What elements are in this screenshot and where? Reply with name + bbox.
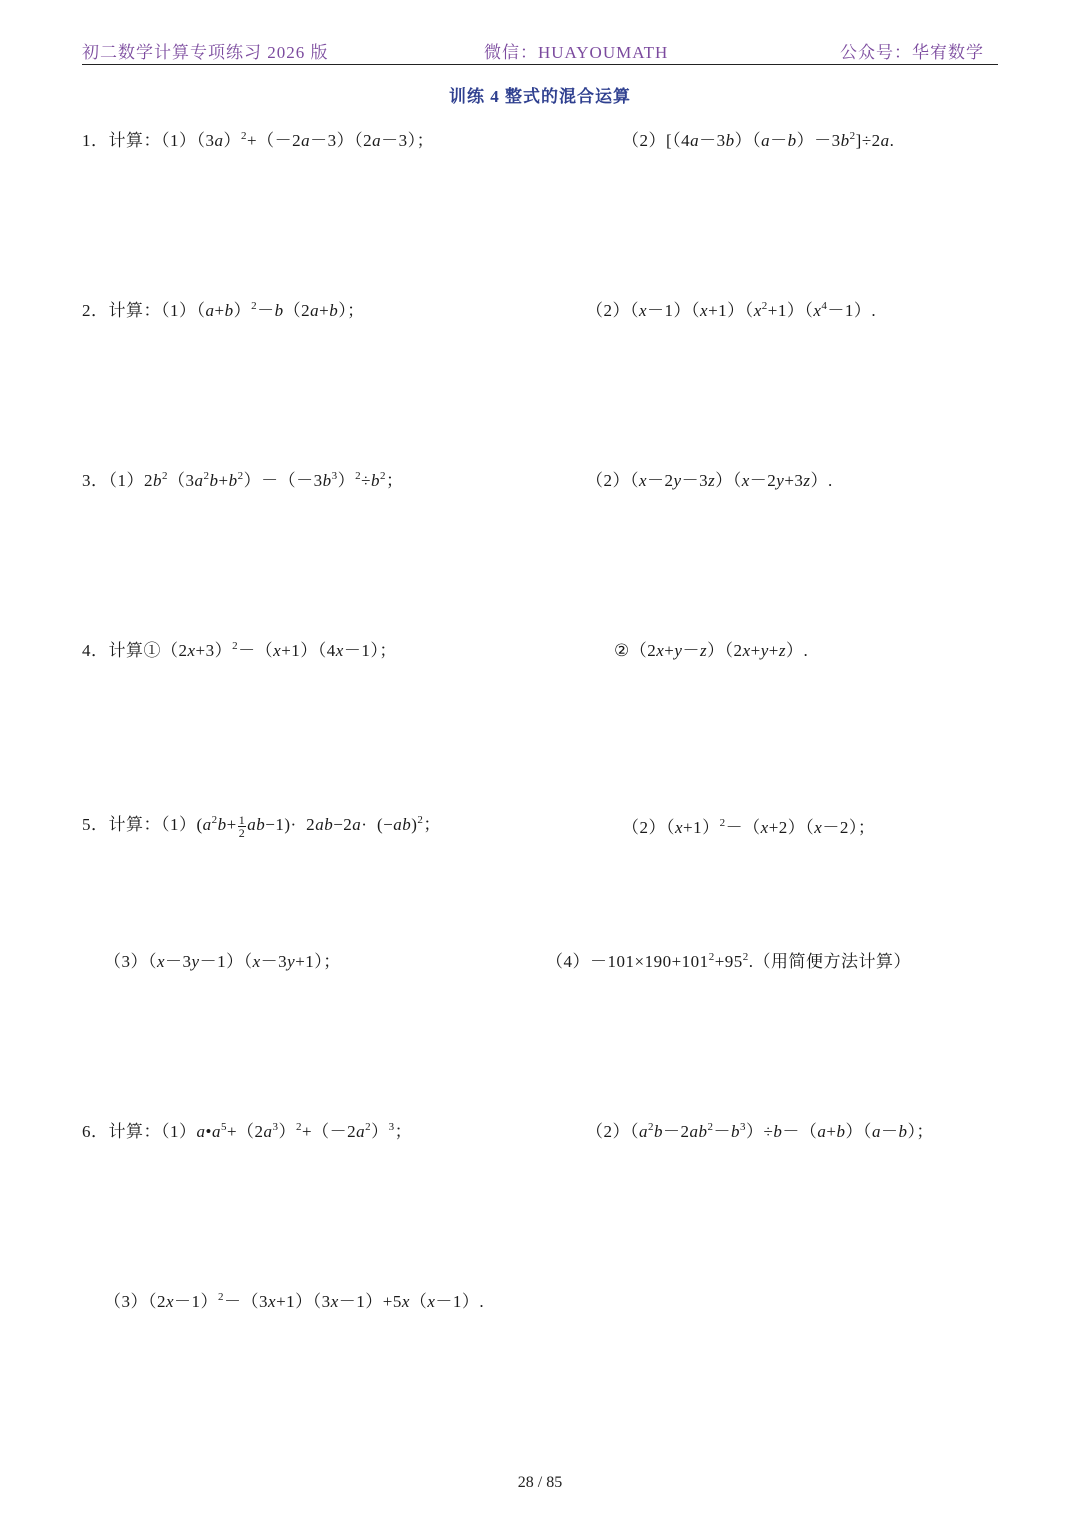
fraction-one-half: $\frac{1}{2}$	[238, 812, 246, 840]
header-divider	[82, 64, 998, 65]
part-label: （3）	[104, 1292, 148, 1311]
problem-1-part-1: 1．计算：$(1)(3a)^2+(-2a-3)(2a-3)$；	[82, 130, 435, 150]
header-book-title: 初二数学计算专项练习 2026 版	[82, 43, 329, 62]
problem-4-part-2: ②（2x+y－z）（2x+y+z）.	[614, 641, 809, 660]
problem-number: 1．	[82, 131, 109, 150]
problem-5-part-4: $(4)-101\times 190+101^2+95^2$.（用简便方法计算）	[546, 951, 912, 971]
part-label: （2）	[622, 131, 666, 150]
problem-lead: （1）	[108, 471, 144, 490]
problem-number: 6．	[82, 1122, 109, 1141]
part-label: （3）	[104, 952, 148, 971]
problem-number: 3．	[82, 471, 109, 490]
problem-5-part-3: （3）（x－3y－1）（x－3y+1）；	[104, 952, 341, 971]
section-title: 训练 4 整式的混合运算	[449, 87, 631, 106]
part-label: ②	[614, 641, 630, 660]
problem-4-part-1: 4．计算$①(2x+3)^2-(x+1)(4x-1)$；	[82, 640, 397, 660]
part-label: （2）	[622, 818, 666, 837]
problem-5-part-2: $(2)(x+1)^2-(x+2)(x-2)$；	[622, 817, 876, 837]
problem-3-part-2: （2）（x－2y－3z）（x－2y+3z）.	[586, 471, 833, 490]
part-note: （用简便方法计算）	[753, 952, 912, 971]
problem-lead: 计算：（1）	[108, 301, 197, 320]
problem-6-part-1: 6．计算：$(1)a•a^5+(2a^3)^2+(-2a^2)^3$；	[82, 1121, 413, 1141]
part-label: （2）	[586, 301, 630, 320]
header-official-account: 公众号：华宥数学	[840, 43, 984, 62]
part-label: （2）	[586, 471, 630, 490]
problem-6-part-3: $(3)(2x-1)^2-(3x+1)(3x-1)+5x(x-1)$.	[104, 1291, 485, 1311]
problem-3-part-1: 3．$(1)2b^2(3a^2b+b^2)-(-3b^3)^2\div b^2$；	[82, 470, 404, 490]
problem-lead: 计算：（1）	[108, 1122, 197, 1141]
part-label: （2）	[586, 1122, 630, 1141]
problem-number: 2．	[82, 301, 109, 320]
problem-number: 5．	[82, 815, 109, 834]
problem-6-part-2: $(2)(a^2b-2ab^2-b^3)\div b-(a+b)(a-b)$；	[586, 1121, 934, 1141]
page-header	[82, 38, 998, 64]
header-wechat: 微信：HUAYOUMATH	[484, 43, 669, 62]
problem-2-part-2: $(2)(x-1)(x+1)(x^2+1)(x^4-1)$.	[586, 300, 877, 320]
problem-lead: 计算：（1）	[108, 815, 197, 834]
problem-2-part-1: 2．计算：$(1)(a+b)^2-b(2a+b)$；	[82, 300, 365, 320]
problem-1-part-2: $(2)[(4a-3b)(a-b)-3b^2]\div 2a$.	[622, 130, 895, 150]
problem-5-part-1: 5．计算：$(1)(a^2b+$ $\frac{1}{2}$ $ab-1)\cdot 2ab-2a\cdot (-ab)^2$；	[82, 812, 441, 840]
problem-lead: 计算①	[108, 641, 161, 660]
problem-number: 4．	[82, 641, 109, 660]
page-number: 28 / 85	[517, 1474, 563, 1491]
problem-lead: 计算：（1）	[108, 131, 197, 150]
part-label: （4）	[546, 952, 590, 971]
